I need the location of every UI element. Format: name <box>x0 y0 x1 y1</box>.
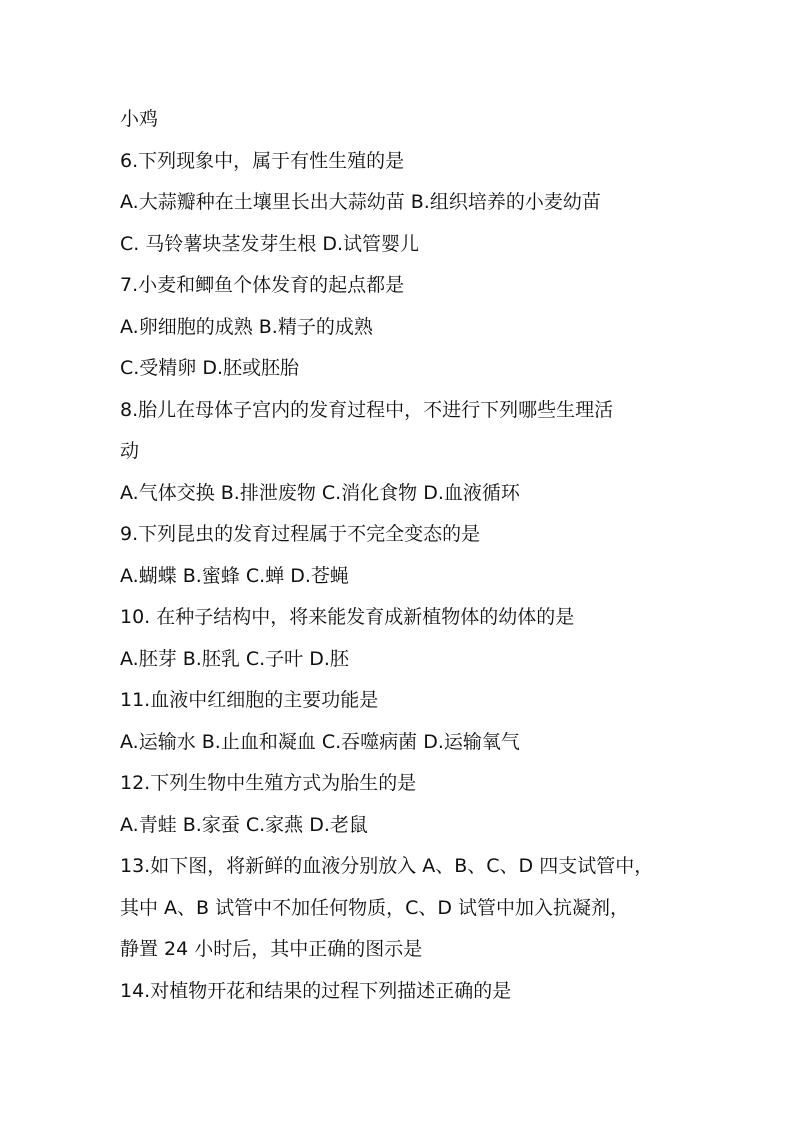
question-13-stem-line-3: 静置 24 小时后，其中正确的图示是 <box>120 938 423 960</box>
question-6-options-cd: C. 马铃薯块茎发芽生根 D.试管婴儿 <box>120 232 420 255</box>
question-9-stem: 9.下列昆虫的发育过程属于不完全变态的是 <box>120 523 481 545</box>
question-12-stem: 12.下列生物中生殖方式为胎生的是 <box>120 772 417 794</box>
question-8-options: A.气体交换 B.排泄废物 C.消化食物 D.血液循环 <box>120 481 520 504</box>
question-7-stem: 7.小麦和鲫鱼个体发育的起点都是 <box>120 274 405 296</box>
question-9-options: A.蝴蝶 B.蜜蜂 C.蝉 D.苍蝇 <box>120 564 349 587</box>
question-6-options-ab: A.大蒜瓣种在土壤里长出大蒜幼苗 B.组织培养的小麦幼苗 <box>120 191 601 213</box>
question-14-stem: 14.对植物开花和结果的过程下列描述正确的是 <box>120 979 512 1002</box>
question-8-stem-continued: 动 <box>120 440 140 462</box>
question-13-stem-line-2: 其中 A、B 试管中不加任何物质，C、D 试管中加入抗凝剂， <box>120 896 630 919</box>
question-10-options: A.胚芽 B.胚乳 C.子叶 D.胚 <box>120 647 349 670</box>
question-10-stem: 10. 在种子结构中，将来能发育成新植物体的幼体的是 <box>120 606 575 628</box>
question-8-stem: 8.胎儿在母体子宫内的发育过程中，不进行下列哪些生理活 <box>120 398 614 421</box>
text-line-continuation: 小鸡 <box>120 108 159 130</box>
question-text-body <box>120 99 680 1012</box>
question-7-options-cd: C.受精卵 D.胚或胚胎 <box>120 357 300 379</box>
question-11-options: A.运输水 B.止血和凝血 C.吞噬病菌 D.运输氧气 <box>120 730 520 753</box>
question-6-stem: 6.下列现象中，属于有性生殖的是 <box>120 149 405 172</box>
question-11-stem: 11.血液中红细胞的主要功能是 <box>120 689 379 711</box>
question-12-options: A.青蛙 B.家蚕 C.家燕 D.老鼠 <box>120 813 368 836</box>
question-13-stem: 13.如下图，将新鲜的血液分别放入 A、B、C、D 四支试管中， <box>120 855 654 877</box>
question-7-options-ab: A.卵细胞的成熟 B.精子的成熟 <box>120 315 373 338</box>
